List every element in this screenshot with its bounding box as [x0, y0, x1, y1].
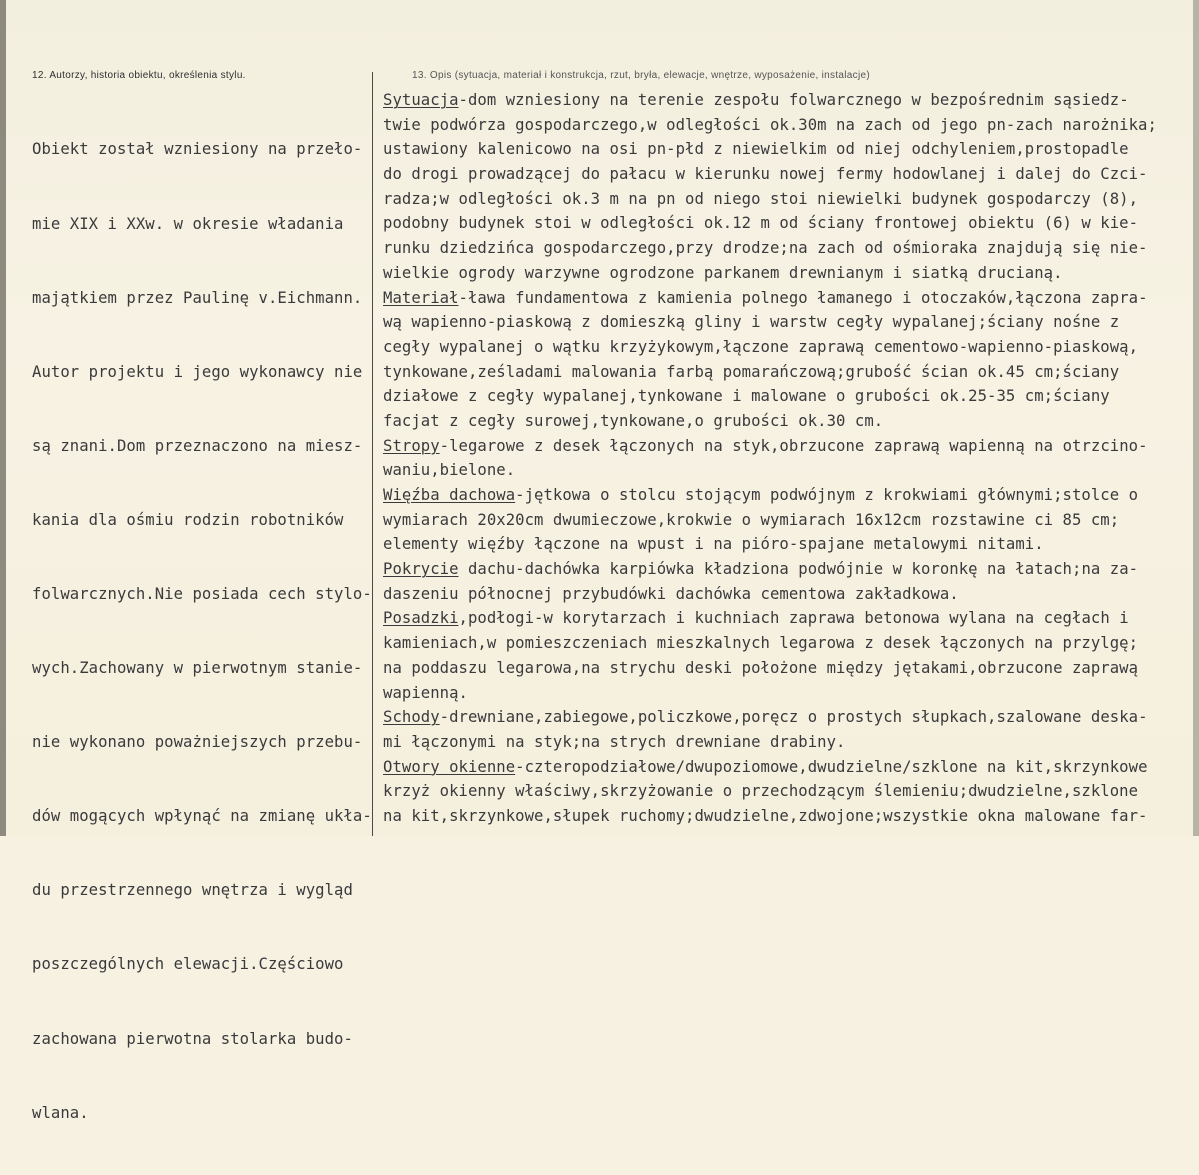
right-text-line [383, 508, 1193, 533]
right-text-line [383, 483, 1193, 508]
right-text-line [383, 187, 1193, 212]
line-text: ustawiony kalenicowo na osi pn-płd z niewielkim od niej odchyleniem,prostopadle [383, 140, 1129, 159]
right-text-line [383, 335, 1193, 360]
line-text: wą wapienno-piaskową z domieszką gliny i warstw cegły wypalanej;ściany nośne z [383, 313, 1120, 332]
line-text: wapienną. [383, 683, 468, 702]
left-text-line: nie wykonano poważniejszych przebu- [32, 733, 363, 752]
right-text-line [383, 286, 1193, 311]
left-text-line: są znani.Dom przeznaczono na miesz- [32, 436, 363, 455]
line-text: waniu,bielone. [383, 461, 516, 480]
line-text: ,podłogi-w korytarzach i kuchniach zaprawa betonowa wylana na cegłach i [458, 609, 1129, 628]
right-text-line [383, 360, 1193, 385]
right-column-text [383, 88, 1193, 829]
line-text: runku dziedzińca gospodarczego,przy drodze;na zach od ośmioraka znajdują się nie- [383, 239, 1148, 258]
section-keyword: Sytuacja [383, 91, 459, 109]
line-text: tynkowane,ześladami malowania farbą pomarańczową;grubość ścian ok.45 cm;ściany [383, 362, 1120, 381]
section-keyword: Otwory okienne [383, 757, 516, 776]
section-keyword: Materiał [383, 288, 459, 307]
right-text-line [383, 730, 1193, 755]
right-text-line [383, 384, 1193, 409]
right-text-line [383, 532, 1193, 557]
line-text: podobny budynek stoi w odległości ok.12 m od ściany frontowej obiektu (6) w kie- [383, 214, 1139, 233]
right-text-line [383, 656, 1193, 681]
left-text-line: Obiekt został wzniesiony na przeło- [32, 140, 363, 159]
section-keyword: Schody [383, 708, 440, 727]
right-text-line [383, 755, 1193, 780]
line-text: -dom wzniesiony na terenie zespołu folwarcznego w bezpośrednim sąsiedz- [458, 91, 1129, 109]
line-text: na poddaszu legarowa,na strychu deski położone między jętakami,obrzucone zaprawą [383, 658, 1139, 677]
right-text-line [383, 557, 1193, 582]
line-text: -ława fundamentowa z kamienia polnego łamanego i otoczaków,łączona zapra- [458, 288, 1148, 307]
left-text-line: dów mogących wpłynąć na zmianę ukła- [32, 807, 372, 826]
section-keyword: Pokrycie [383, 560, 459, 579]
left-text-line: wlana. [32, 1103, 89, 1122]
right-text-line [383, 162, 1193, 187]
line-text: dachu-dachówka karpiówka kładziona podwójnie w koronkę na łatach;na za- [458, 560, 1139, 579]
section-keyword: Stropy [383, 436, 440, 455]
left-column-header: 12. Autorzy, historia obiektu, określenia stylu. [32, 70, 246, 81]
right-column-header: 13. Opis (sytuacja, materiał i konstrukcja, rzut, bryła, elewacje, wnętrze, wyposażenie, instalacje) [412, 70, 870, 81]
line-text: -czteropodziałowe/dwupoziomowe,dwudzielne/szklone na kit,skrzynkowe [515, 757, 1148, 776]
line-text: twie podwórza gospodarczego,w odległości ok.30m na zach od jego pn-zach narożnika; [383, 115, 1157, 134]
line-text: krzyż okienny właściwy,skrzyżowanie o przechodzącym ślemieniu;dwudzielne,szklone [383, 782, 1139, 801]
line-text: elementy więźby łączone na wpust i na pióro-spajane metalowymi nitami. [383, 535, 1044, 554]
line-text: daszeniu północnej przybudówki dachówka cementowa zakładkowa. [383, 584, 959, 603]
right-text-line [383, 804, 1193, 829]
right-text-line [383, 434, 1193, 459]
left-text-line: du przestrzennego wnętrza i wygląd [32, 881, 353, 900]
right-text-line [383, 211, 1193, 236]
line-text: kamieniach,w pomieszczeniach mieszkalnych legarowa z desek łączonych na przylgę; [383, 634, 1139, 653]
right-text-line [383, 261, 1193, 286]
left-text-line: mie XIX i XXw. w okresie władania [32, 214, 344, 233]
right-text-line [383, 705, 1193, 730]
right-text-line [383, 458, 1193, 483]
page-left-edge [0, 0, 6, 836]
section-keyword: Posadzki [383, 609, 459, 628]
left-text-line: zachowana pierwotna stolarka budo- [32, 1029, 353, 1048]
left-text-line: wych.Zachowany w pierwotnym stanie- [32, 659, 363, 678]
line-text: cegły wypalanej o wątku krzyżykowym,łączone zaprawą cementowo-wapienno-piaskową, [383, 337, 1139, 356]
line-text: -legarowe z desek łączonych na styk,obrzucone zaprawą wapienną na otrzcino- [439, 436, 1148, 455]
left-text-line: majątkiem przez Paulinę v.Eichmann. [32, 288, 363, 307]
section-keyword: Więźba dachowa [383, 486, 516, 504]
left-text-line: folwarcznych.Nie posiada cech stylo- [32, 584, 372, 603]
line-text: -jętkowa o stolcu stojącym podwójnym z krokwiami głównymi;stolce o [515, 486, 1139, 504]
line-text: do drogi prowadzącej do pałacu w kierunku nowej fermy hodowlanej i dalej do Czci- [383, 165, 1148, 184]
right-text-line [383, 631, 1193, 656]
left-text-line: poszczególnych elewacji.Częściowo [32, 955, 344, 974]
page-right-edge [1193, 0, 1199, 836]
left-text-line: Autor projektu i jego wykonawcy nie [32, 362, 363, 381]
column-divider [372, 72, 373, 836]
line-text: mi łączonymi na styk;na strych drewniane drabiny. [383, 732, 846, 751]
right-text-line [383, 582, 1193, 607]
line-text: -drewniane,zabiegowe,policzkowe,poręcz o prostych słupkach,szalowane deska- [439, 708, 1148, 727]
right-text-line [383, 409, 1193, 434]
line-text: radza;w odległości ok.3 m na pn od niego stoi niewielki budynek gospodarczy (8), [383, 189, 1139, 208]
right-text-line [383, 310, 1193, 335]
line-text: wymiarach 20x20cm dwumieczowe,krokwie o wymiarach 16x12cm rozstawine ci 85 cm; [383, 510, 1120, 529]
right-text-line [383, 681, 1193, 706]
right-text-line [383, 88, 1193, 113]
left-text-line: kania dla ośmiu rodzin robotników [32, 510, 344, 529]
line-text: na kit,skrzynkowe,słupek ruchomy;dwudzielne,zdwojone;wszystkie okna malowane far- [383, 806, 1148, 825]
right-text-line [383, 606, 1193, 631]
left-column-text [32, 88, 372, 1175]
right-text-line [383, 236, 1193, 261]
right-text-line [383, 137, 1193, 162]
right-text-line [383, 779, 1193, 804]
line-text: działowe z cegły wypalanej,tynkowane i malowane o grubości ok.25-35 cm;ściany [383, 387, 1110, 406]
right-text-line [383, 113, 1193, 138]
line-text: facjat z cegły surowej,tynkowane,o grubości ok.30 cm. [383, 411, 884, 430]
line-text: wielkie ogrody warzywne ogrodzone parkanem drewnianym i siatką drucianą. [383, 263, 1063, 282]
